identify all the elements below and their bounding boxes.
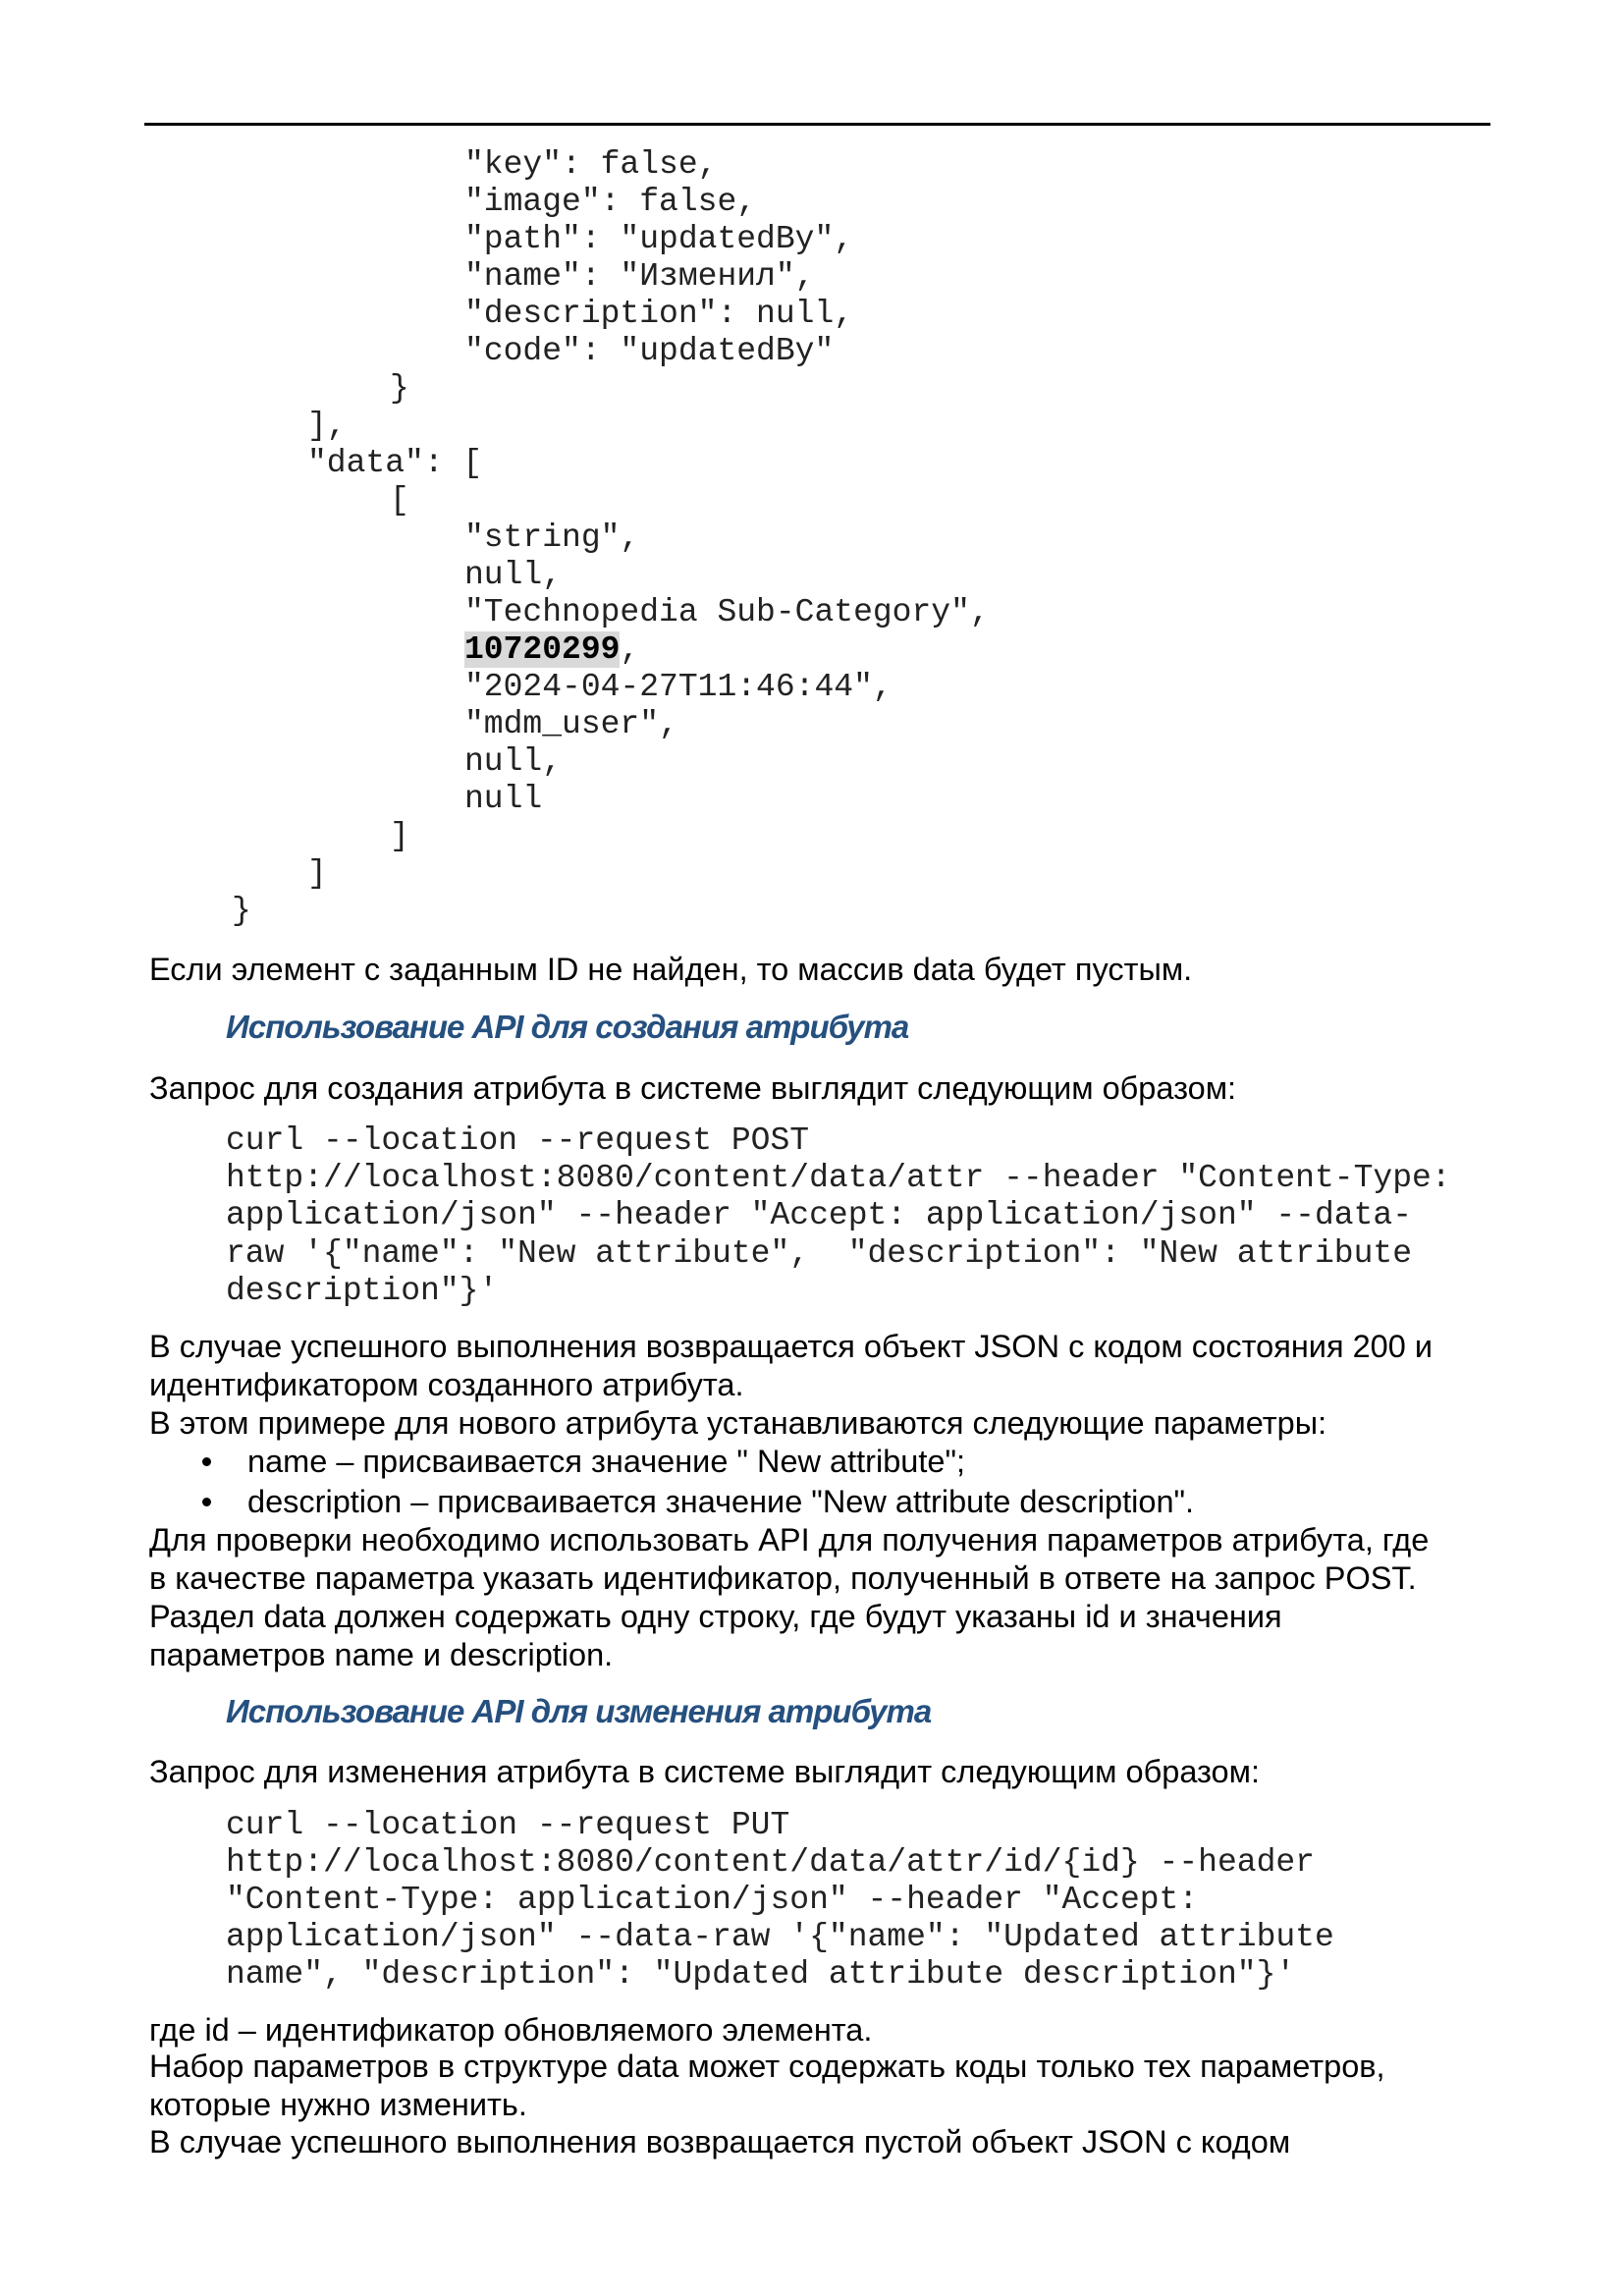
code-line: ], xyxy=(307,408,347,444)
code-line: null, xyxy=(464,743,563,780)
code-line: http://localhost:8080/content/data/attr --header "Content-Type: xyxy=(226,1160,1451,1196)
paragraph: Запрос для изменения атрибута в системе выглядит следующим образом: xyxy=(149,1754,1261,1789)
paragraph: В случае успешного выполнения возвращается объект JSON с кодом состояния 200 и xyxy=(149,1329,1433,1364)
code-line: application/json" --header "Accept: application/json" --data- xyxy=(226,1197,1412,1233)
highlighted-id: 10720299 xyxy=(464,631,621,668)
paragraph: которые нужно изменить. xyxy=(149,2087,527,2122)
code-line: curl --location --request PUT xyxy=(226,1807,790,1843)
code-line: null xyxy=(464,781,543,817)
section-heading-update: Использование API для изменения атрибута xyxy=(226,1693,932,1729)
code-line: "name": "Изменил", xyxy=(464,258,815,295)
code-line: "Technopedia Sub-Category", xyxy=(464,594,990,630)
bullet-icon xyxy=(202,1498,211,1506)
paragraph: в качестве параметра указать идентификатор, полученный в ответе на запрос POST. xyxy=(149,1560,1417,1596)
code-line: "string", xyxy=(464,519,640,556)
code-line: application/json" --data-raw '{"name": "Updated attribute xyxy=(226,1919,1334,1955)
code-line: raw '{"name": "New attribute", "description": "New attribute xyxy=(226,1235,1412,1272)
code-line: "description": null, xyxy=(464,296,854,332)
paragraph: Набор параметров в структуре data может содержать коды только тех параметров, xyxy=(149,2049,1385,2084)
list-item: description – присваивается значение "New attribute description". xyxy=(247,1484,1195,1519)
code-line: [ xyxy=(390,482,409,519)
paragraph: параметров name и description. xyxy=(149,1637,614,1672)
comma: , xyxy=(620,631,640,668)
code-line: description"}' xyxy=(226,1273,499,1309)
code-line: "code": "updatedBy" xyxy=(464,333,835,369)
code-line: } xyxy=(390,370,409,407)
paragraph: Если элемент с заданным ID не найден, то массив data будет пустым. xyxy=(149,952,1193,987)
paragraph: Запрос для создания атрибута в системе выглядит следующим образом: xyxy=(149,1070,1237,1106)
paragraph: В случае успешного выполнения возвращается пустой объект JSON с кодом xyxy=(149,2124,1291,2159)
paragraph: идентификатором созданного атрибута. xyxy=(149,1367,744,1402)
code-line: "Content-Type: application/json" --header "Accept: xyxy=(226,1882,1199,1918)
code-line: http://localhost:8080/content/data/attr/id/{id} --header xyxy=(226,1844,1315,1881)
code-line: "image": false, xyxy=(464,184,757,220)
code-line: "path": "updatedBy", xyxy=(464,221,854,257)
code-line: } xyxy=(232,893,251,929)
code-line: "mdm_user", xyxy=(464,706,678,742)
bullet-icon xyxy=(202,1457,211,1466)
list-item: name – присваивается значение " New attribute"; xyxy=(247,1444,966,1479)
section-heading-create: Использование API для создания атрибута xyxy=(226,1009,909,1045)
paragraph: где id – идентификатор обновляемого элемента. xyxy=(149,2012,873,2048)
code-line: "data": [ xyxy=(307,445,483,481)
code-line: ] xyxy=(307,855,327,892)
header-rule xyxy=(144,123,1490,126)
paragraph: Раздел data должен содержать одну строку, где будут указаны id и значения xyxy=(149,1599,1282,1634)
code-line: curl --location --request POST xyxy=(226,1122,810,1159)
code-line xyxy=(464,631,639,669)
code-line: ] xyxy=(390,818,409,854)
code-line: name", "description": "Updated attribute description"}' xyxy=(226,1956,1296,1993)
code-line: "2024-04-27T11:46:44", xyxy=(464,669,893,705)
paragraph: Для проверки необходимо использовать API для получения параметров атрибута, где xyxy=(149,1522,1430,1558)
code-line: null, xyxy=(464,557,563,593)
code-line: "key": false, xyxy=(464,146,718,183)
paragraph: В этом примере для нового атрибута устанавливаются следующие параметры: xyxy=(149,1405,1327,1441)
